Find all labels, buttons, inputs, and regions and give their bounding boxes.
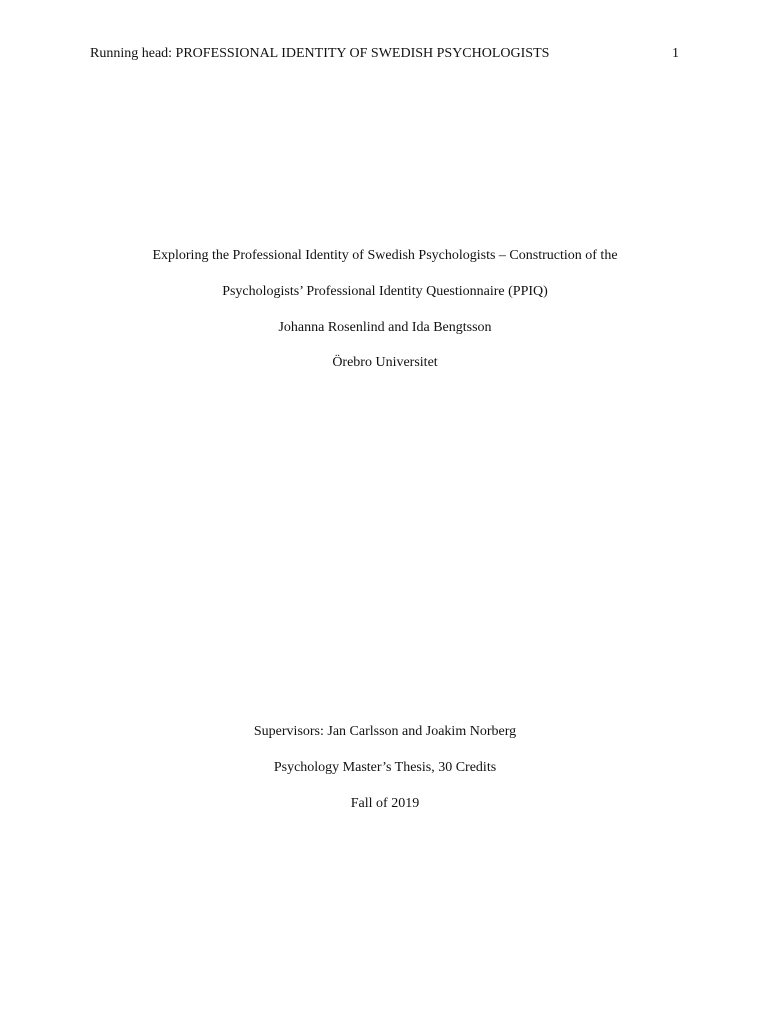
paper-title-line-1: Exploring the Professional Identity of Swedish Psychologists – Construction of the — [152, 248, 618, 263]
institution-affiliation: Örebro Universitet — [332, 355, 438, 370]
thesis-type-line: Psychology Master’s Thesis, 30 Credits — [273, 760, 497, 775]
author-names: Johanna Rosenlind and Ida Bengtsson — [278, 320, 492, 335]
term-date-line: Fall of 2019 — [350, 796, 420, 811]
running-head: Running head: PROFESSIONAL IDENTITY OF SWEDISH PSYCHOLOGISTS — [90, 46, 550, 61]
paper-title-line-2: Psychologists’ Professional Identity Questionnaire (PPIQ) — [222, 284, 548, 299]
supervisors-line: Supervisors: Jan Carlsson and Joakim Norberg — [253, 724, 517, 739]
page-number: 1 — [672, 46, 679, 61]
